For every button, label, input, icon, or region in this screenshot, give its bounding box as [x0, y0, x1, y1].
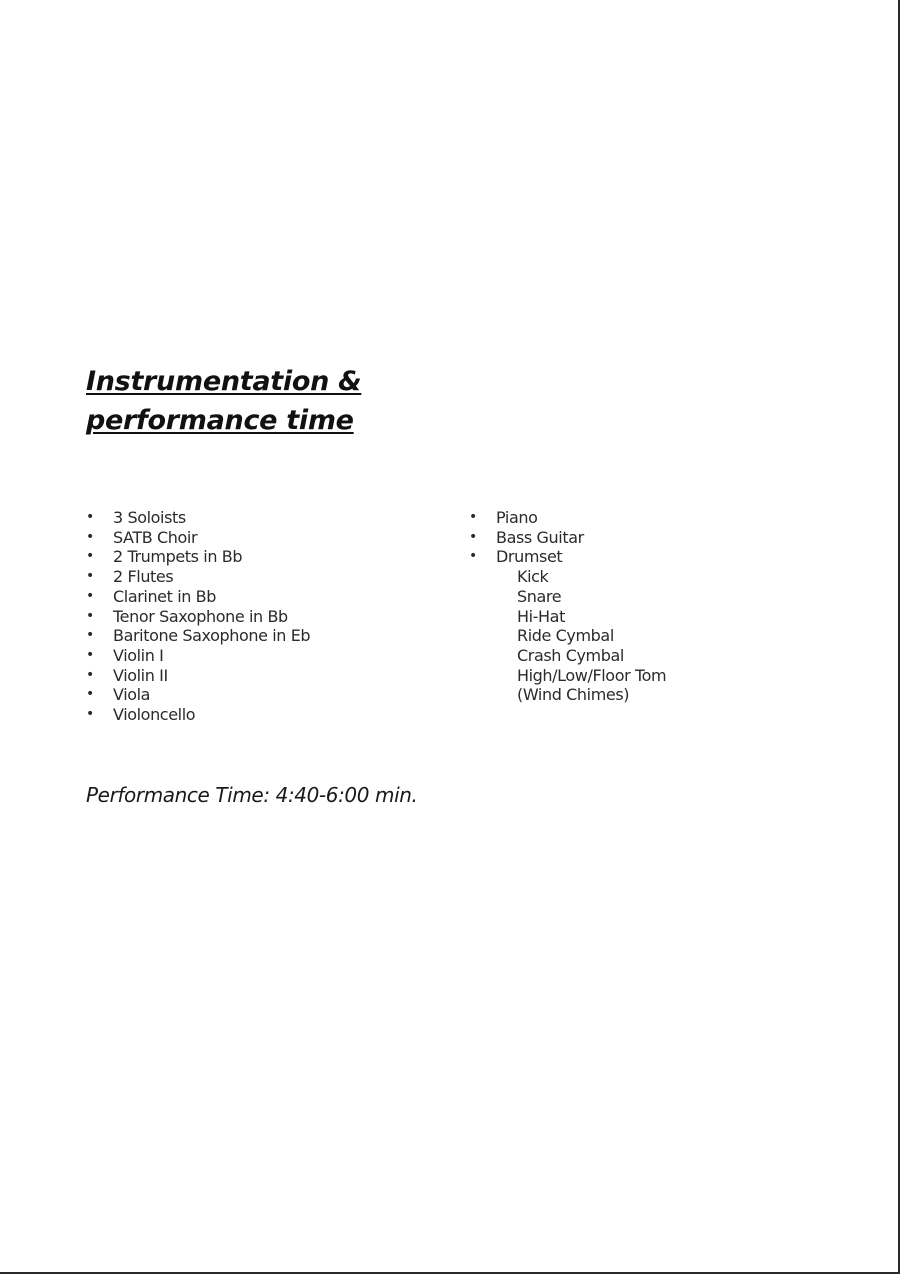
list-item [86, 547, 310, 567]
list-item [86, 626, 310, 646]
list-item [86, 685, 310, 705]
bullet-icon: • [86, 706, 94, 723]
list-item [86, 666, 310, 686]
list-item [469, 547, 666, 567]
bullet-icon: • [86, 509, 94, 525]
page-heading [86, 362, 361, 440]
list-item-label: Tenor Saxophone in Bb [113, 606, 288, 626]
bullet-icon: • [469, 509, 477, 525]
bullet-icon: • [86, 607, 94, 624]
list-item [469, 508, 666, 528]
list-item-label: 2 Flutes [113, 567, 174, 587]
drumset-part: Ride Cymbal [517, 626, 614, 646]
bullet-icon: • [86, 646, 94, 663]
bullet-icon: • [86, 548, 94, 565]
list-item-label: Violin II [113, 665, 168, 685]
bullet-icon: • [86, 587, 94, 604]
list-item-label: Violin I [113, 645, 164, 665]
list-item [469, 528, 666, 548]
bullet-icon: • [469, 548, 477, 565]
list-item [86, 607, 310, 627]
instrument-list-left [86, 508, 310, 725]
bullet-icon: • [86, 686, 94, 703]
drumset-part: Crash Cymbal [517, 645, 624, 665]
bullet-icon: • [86, 666, 94, 683]
bullet-icon: • [86, 568, 94, 585]
drumset-part: Snare [517, 586, 562, 606]
list-item [86, 587, 310, 607]
performance-time: Performance Time: 4:40-6:00 min. [86, 783, 418, 807]
list-item-label: 3 Soloists [113, 508, 186, 527]
instrument-list-right [469, 508, 666, 705]
list-item-label: Drumset [496, 547, 563, 567]
drumset-part: Hi-Hat [517, 606, 565, 626]
bullet-icon: • [86, 627, 94, 644]
list-item [86, 646, 310, 666]
list-item-label: SATB Choir [113, 527, 198, 547]
list-item [86, 567, 310, 587]
bullet-icon: • [469, 528, 477, 545]
list-item [86, 508, 310, 528]
list-item [86, 705, 310, 725]
list-item-label: Baritone Saxophone in Eb [113, 626, 311, 646]
drumset-part: (Wind Chimes) [517, 685, 630, 705]
list-item-label: 2 Trumpets in Bb [113, 547, 243, 567]
list-item-label: Violoncello [113, 705, 196, 725]
list-item-label: Viola [113, 685, 151, 705]
list-item [86, 528, 310, 548]
drumset-part: Kick [517, 567, 549, 587]
list-item-label: Piano [496, 508, 538, 527]
list-item-label: Bass Guitar [496, 527, 584, 547]
bullet-icon: • [86, 528, 94, 545]
heading-line-2: performance time [86, 405, 354, 436]
list-item-label: Clarinet in Bb [113, 586, 216, 606]
drumset-part: High/Low/Floor Tom [517, 665, 667, 685]
heading-line-1: Instrumentation & [86, 366, 362, 397]
